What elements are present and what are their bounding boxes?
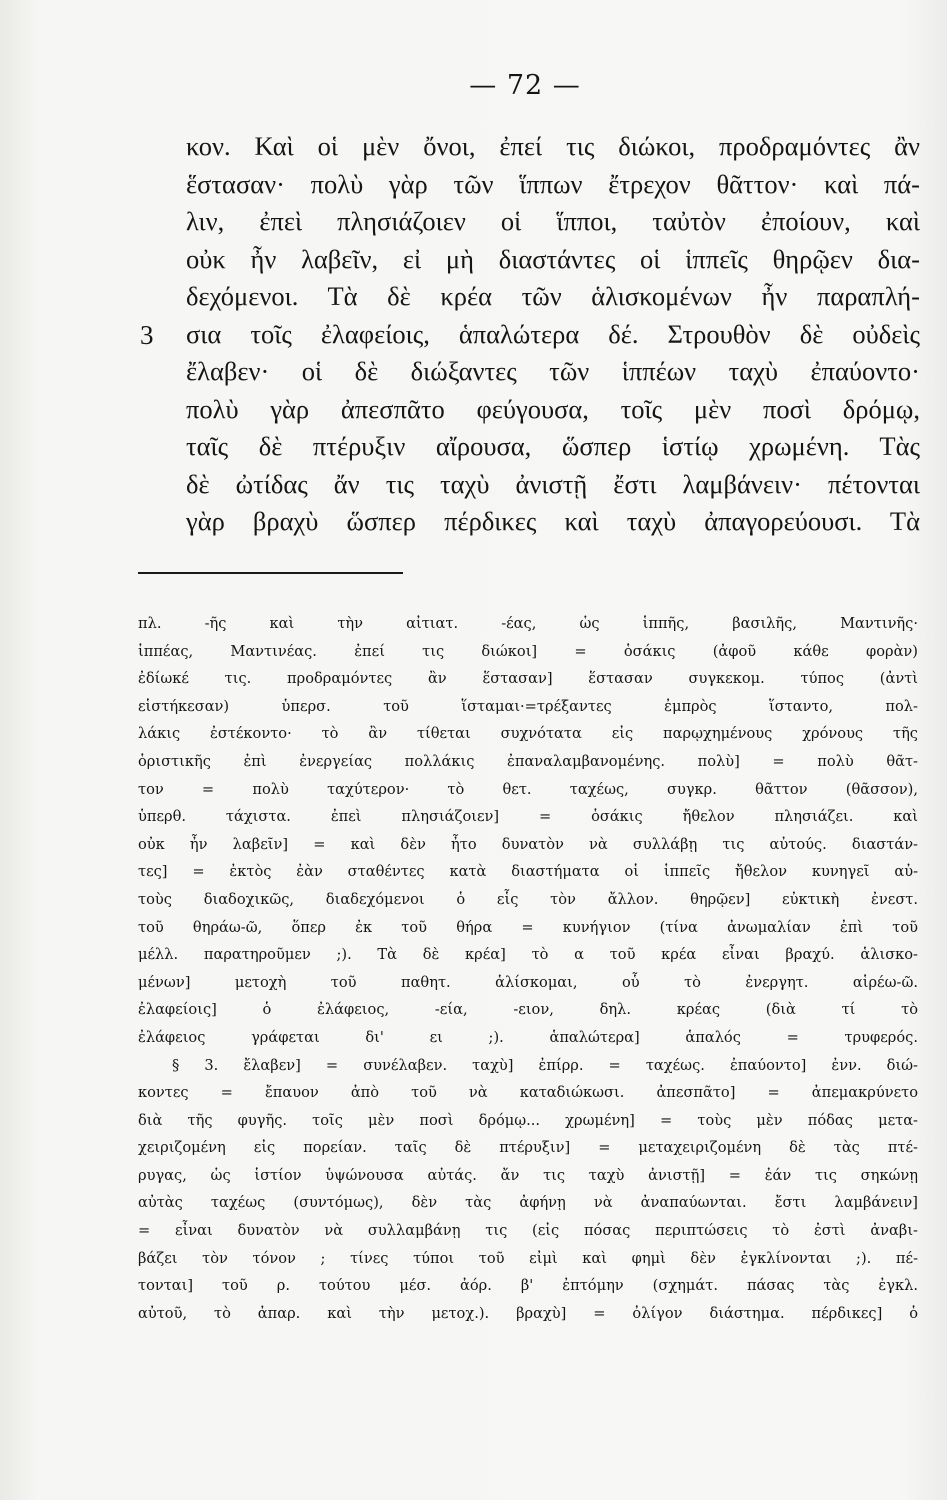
- main-text-line: ἕστασαν· πολὺ γὰρ τῶν ἵππων ἔτρεχον θᾶττον· καὶ πά-: [186, 168, 920, 199]
- note-line: ἱππέας, Μαντινέας. ἐπεί τις διώκοι] = ὁσάκις (ἀφοῦ κάθε φορὰν): [138, 642, 918, 660]
- main-text-line: γὰρ βραχὺ ὥσπερ πέρδικες καὶ ταχὺ ἀπαγορεύουσι. Τὰ: [186, 506, 920, 536]
- note-line: διὰ τῆς φυγῆς. τοῖς μὲν ποσὶ δρόμῳ... χρωμένη] = τοὺς μὲν πόδας μετα-: [138, 1111, 918, 1129]
- note-line: τοὺς διαδοχικῶς, διαδεχόμενοι ὁ εἷς τὸν ἄλλον. θηρῷεν] εὐκτικὴ ἐνεστ.: [138, 890, 918, 908]
- section-marker: 3: [140, 320, 154, 350]
- note-line: πλ. -ῆς καὶ τὴν αἰτιατ. -έας, ὡς ἱππῆς, βασιλῆς, Μαντινῆς·: [138, 615, 918, 632]
- note-line: μέλλ. παρατηροῦμεν ;). Τὰ δὲ κρέα] τὸ α τοῦ κρέα εἶναι βραχύ. ἁλισκο-: [138, 946, 918, 964]
- note-line: ἐλαφείοις] ὁ ἐλάφειος, -εία, -ειον, δηλ. κρέας (διὰ τί τὸ: [138, 1001, 918, 1019]
- main-text-line: σια τοῖς ἐλαφείοις, ἁπαλώτερα δέ. Στρουθὸν δὲ οὐδεὶς: [186, 318, 920, 349]
- main-text-line: οὐκ ἦν λαβεῖν, εἰ μὴ διαστάντες οἱ ἱππεῖς θηρῷεν δια-: [186, 243, 920, 274]
- note-line: βάζει τὸν τόνον ; τίνες τύποι τοῦ εἰμὶ καὶ φημὶ δὲν ἐγκλίνονται ;). πέ-: [138, 1249, 918, 1267]
- main-text-line: ταῖς δὲ πτέρυξιν αἴρουσα, ὥσπερ ἱστίῳ χρωμένη. Τὰς: [186, 431, 920, 461]
- note-line: οὐκ ἦν λαβεῖν] = καὶ δὲν ἦτο δυνατὸν νὰ συλλάβῃ τις αὐτούς. διαστάν-: [138, 835, 918, 853]
- main-text-line: δὲ ὠτίδας ἄν τις ταχὺ ἀνιστῇ ἔστι λαμβάνειν· πέτονται: [186, 468, 920, 499]
- note-line: ἐδίωκέ τις. προδραμόντες ἂν ἕστασαν] ἕστασαν συγκεκομ. τύπος (ἀντὶ: [138, 670, 918, 688]
- main-text-line: δεχόμενοι. Τὰ δὲ κρέα τῶν ἁλισκομένων ἦν παραπλή-: [186, 281, 920, 311]
- main-text-block: [186, 128, 920, 541]
- note-line: λάκις ἐστέκοντο· τὸ ἂν τίθεται συχνότατα εἰς παρῳχημένους χρόνους τῆς: [138, 725, 918, 743]
- note-line: ἐλάφειος γράφεται δι' ει ;). ἁπαλώτερα] ἁπαλός = τρυφερός.: [138, 1028, 918, 1046]
- footnote-divider: [138, 572, 403, 574]
- note-line: ρυγας, ὡς ἱστίον ὑψώνουσα αὐτάς. ἄν τις ταχὺ ἀνιστῇ] = ἐάν τις σηκώνῃ: [138, 1166, 918, 1184]
- note-line: αὐτοῦ, τὸ ἀπαρ. καὶ τὴν μετοχ.). βραχὺ] = ὀλίγον διάστημα. πέρδικες] ὁ: [138, 1304, 918, 1322]
- note-line: § 3. ἔλαβεν] = συνέλαβεν. ταχὺ] ἐπίρρ. = ταχέως. ἐπαύοντο] ἐνν. διώ-: [172, 1056, 918, 1074]
- note-line: τες] = ἐκτὸς ἐὰν σταθέντες κατὰ διαστήματα οἱ ἱππεῖς ἤθελον κυνηγεῖ αὐ-: [138, 863, 918, 881]
- note-line: κοντες = ἔπαυον ἀπὸ τοῦ νὰ καταδιώκωσι. ἀπεσπᾶτο] = ἀπεμακρύνετο: [138, 1084, 918, 1102]
- main-text-line: λιν, ἐπεὶ πλησιάζοιεν οἱ ἵπποι, ταὐτὸν ἐποίουν, καὶ: [186, 206, 920, 236]
- note-line: εἱστήκεσαν) ὑπερσ. τοῦ ἵσταμαι·=τρέξαντες ἐμπρὸς ἵσταντο, πολ-: [138, 697, 918, 715]
- note-line: τοῦ θηράω-ῶ, ὅπερ ἐκ τοῦ θήρα = κυνήγιον (τίνα ἀνωμαλίαν ἐπὶ τοῦ: [138, 918, 918, 936]
- main-text-line: ἔλαβεν· οἱ δὲ διώξαντες τῶν ἱππέων ταχὺ ἐπαύοντο·: [186, 356, 920, 386]
- main-text-line: κον. Καὶ οἱ μὲν ὄνοι, ἐπεί τις διώκοι, προδραμόντες ἂν: [186, 131, 920, 161]
- note-line: = εἶναι δυνατὸν νὰ συλλαμβάνῃ τις (εἰς πόσας περιπτώσεις τὸ ἐστὶ ἀναβι-: [138, 1222, 918, 1240]
- main-text-line: πολὺ γὰρ ἀπεσπᾶτο φεύγουσα, τοῖς μὲν ποσὶ δρόμῳ,: [186, 393, 920, 424]
- note-line: αὐτὰς ταχέως (συντόμως), δὲν τὰς ἀφήνῃ νὰ ἀναπαύωνται. ἔστι λαμβάνειν]: [138, 1194, 918, 1212]
- page-number: — 72 —: [469, 70, 581, 101]
- commentary-notes: [138, 610, 918, 1327]
- note-line: χειριζομένη εἰς πορείαν. ταῖς δὲ πτέρυξιν] = μεταχειριζομένη δὲ τὰς πτέ-: [138, 1139, 918, 1157]
- note-line: μένων] μετοχὴ τοῦ παθητ. ἁλίσκομαι, οὗ τὸ ἐνεργητ. αἱρέω-ῶ.: [138, 973, 918, 991]
- note-line: τον = πολὺ ταχύτερον· τὸ θετ. ταχέως, συγκρ. θᾶττον (θᾶσσον),: [138, 780, 918, 798]
- note-line: τονται] τοῦ ρ. τούτου μέσ. ἀόρ. β' ἐπτόμην (σχημάτ. πάσας τὰς ἐγκλ.: [138, 1277, 918, 1295]
- note-line: ὑπερθ. τάχιστα. ἐπεὶ πλησιάζοιεν] = ὁσάκις ἤθελον πλησιάζει. καὶ: [138, 808, 918, 826]
- note-line: ὁριστικῆς ἐπὶ ἐνεργείας πολλάκις ἐπαναλαμβανομένης. πολὺ] = πολὺ θᾶτ-: [138, 752, 918, 770]
